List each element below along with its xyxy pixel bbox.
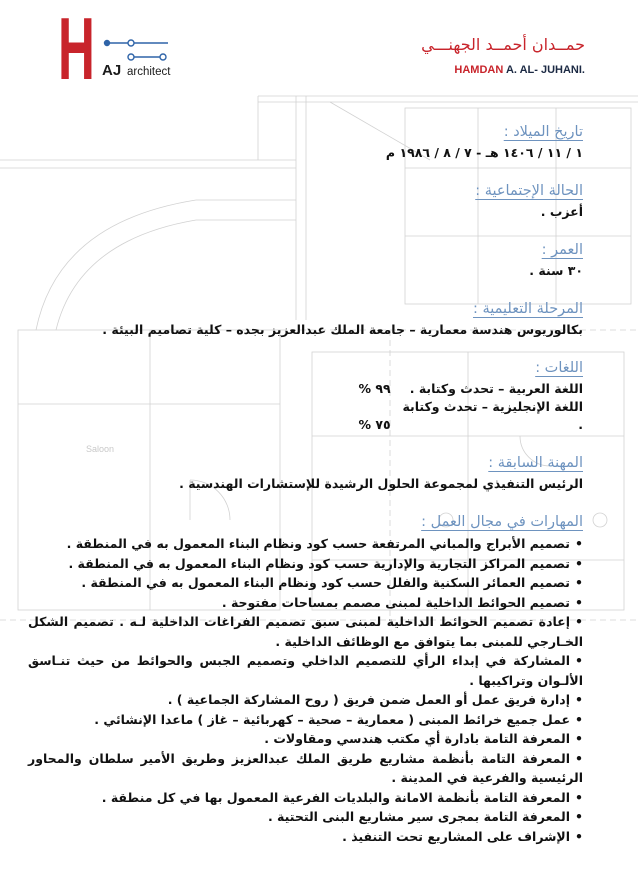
skill-text: المعرفة التامة بادارة أي مكتب هندسي ومقاولات . <box>264 731 570 746</box>
skill-text: المعرفة التامة بأنظمة مشاريع طريق الملك عبدالعزيز وطريق الأمير سلطان والمحاور الرئيسية والفرعية في المدينة . <box>28 750 583 785</box>
name-arabic: حمــدان أحمــد الجهنـــي <box>421 35 585 54</box>
age-section <box>28 238 583 280</box>
education-value: بكالوريوس هندسة معمارية – جامعة الملك عبدالعزيز بجده – كلية تصاميم البيئة . <box>102 322 583 337</box>
skill-text: تصميم الحوائط الداخلية لمبنى مصمم بمساحات مفتوحة . <box>221 594 570 610</box>
skill-item <box>28 710 583 730</box>
circuit-node <box>128 54 134 60</box>
previous-job-section <box>28 451 583 493</box>
education-section <box>28 297 583 339</box>
skill-text: الإشراف على المشاريع تحت التنفيذ . <box>342 828 570 844</box>
skill-item <box>28 573 583 593</box>
skill-item <box>28 554 583 574</box>
bullet-icon: • <box>575 828 583 844</box>
language-row <box>28 398 583 434</box>
bullet-icon: • <box>575 789 583 805</box>
bullet-icon: • <box>575 614 583 629</box>
skill-item <box>28 593 583 613</box>
circuit-node <box>160 54 166 60</box>
section-heading: المهنة السابقة : <box>488 455 583 471</box>
bullet-icon: • <box>575 653 583 668</box>
marital-status-section <box>28 179 583 221</box>
name-english-rest: A. AL- JUHANI. <box>505 64 585 76</box>
bullet-icon: • <box>575 594 583 610</box>
birth-date-value: ١ / ١١ / ١٤٠٦ هـ - ٧ / ٨ / ١٩٨٦ م <box>385 145 583 160</box>
skill-text: المعرفة التامة بأنظمة الامانة والبلديات الفرعية المعمول بها في كل منطقة . <box>101 789 570 805</box>
logo-circuit-icon <box>98 34 178 64</box>
skill-text: تصميم العمائر السكنية والفلل حسب كود ونظام البناء المعمول به في المنطقة . <box>81 575 570 590</box>
skill-text: عمل جميع خرائط المبنى ( معمارية – صحية – كهربائية – غاز ) ماعدا الإنشائي . <box>94 711 570 727</box>
language-label: اللغة الإنجليزية – تحدث وكتابة . <box>402 399 583 432</box>
section-heading: تاريخ الميلاد : <box>503 124 583 140</box>
skill-text: المشاركة في إبداء الرأي للتصميم الداخلي وتصميم الجبس والحوائط من حيث تنـاسق الألـوان وتراكيبها . <box>28 653 583 688</box>
name-english <box>454 62 585 78</box>
skill-text: إدارة فريق عمل أو العمل ضمن فريق ( روح المشاركة الجماعية ) . <box>167 692 570 707</box>
bullet-icon: • <box>575 711 583 727</box>
drawing-room-label: Saloon <box>86 444 115 454</box>
marital-status-value: أعزب . <box>540 204 583 219</box>
skill-item <box>28 690 583 710</box>
circuit-node <box>128 40 134 46</box>
skill-item <box>28 651 583 690</box>
drawing-column <box>593 513 607 527</box>
language-level: ٩٩ % <box>358 381 391 396</box>
skill-text: تصميم الأبراج والمباني المرتفعة حسب كود ونظام البناء المعمول به في المنطقة . <box>66 536 570 551</box>
previous-job-value: الرئيس التنفيذي لمجموعة الحلول الرشيدة للإستشارات الهندسية . <box>179 476 583 491</box>
skill-item <box>28 612 583 651</box>
bullet-icon: • <box>575 809 583 824</box>
section-heading: المهارات في مجال العمل : <box>421 514 583 530</box>
bullet-icon: • <box>575 575 583 590</box>
skill-text: تصميم المراكز التجارية والإدارية حسب كود ونظام البناء المعمول به في المنطقة . <box>68 555 570 571</box>
language-level: ٧٥ % <box>358 417 391 432</box>
skill-text: إعادة تصميم الحوائط الداخلية لمبنى سبق تصميم الفراغات الداخلية لـه . تصميم الشكل الخـارجي للمبنى بما يتوافق مع الوظائف الداخلية . <box>28 614 583 649</box>
logo-initials: AJ <box>102 62 122 79</box>
languages-section <box>28 356 583 434</box>
age-value: ٣٠ سنة . <box>529 263 583 278</box>
language-label: اللغة العربية – تحدث وكتابة . <box>409 381 583 396</box>
cv-content <box>28 120 583 863</box>
skills-section <box>28 510 583 846</box>
skills-list <box>28 534 583 846</box>
bullet-icon: • <box>575 536 583 551</box>
name-english-first: HAMDAN <box>454 64 504 76</box>
birth-date-section <box>28 120 583 162</box>
circuit-node <box>104 40 109 45</box>
skill-text: المعرفة التامة بمجرى سير مشاريع البنى التحتية . <box>267 809 570 824</box>
logo-word: architect <box>127 66 171 78</box>
bullet-icon: • <box>575 692 583 707</box>
skill-item <box>28 729 583 749</box>
section-heading: العمر : <box>541 242 583 258</box>
section-heading: الحالة الإجتماعية : <box>475 183 583 199</box>
section-heading: المرحلة التعليمية : <box>473 301 583 317</box>
logo-letter: H <box>58 0 95 98</box>
bullet-icon: • <box>575 555 583 571</box>
bullet-icon: • <box>575 750 583 766</box>
skill-item <box>28 749 583 788</box>
skill-item <box>28 807 583 827</box>
skill-item <box>28 827 583 847</box>
section-heading: اللغات : <box>535 360 583 376</box>
skill-item <box>28 788 583 808</box>
bullet-icon: • <box>575 731 583 746</box>
language-row <box>28 380 583 398</box>
skill-item <box>28 534 583 554</box>
